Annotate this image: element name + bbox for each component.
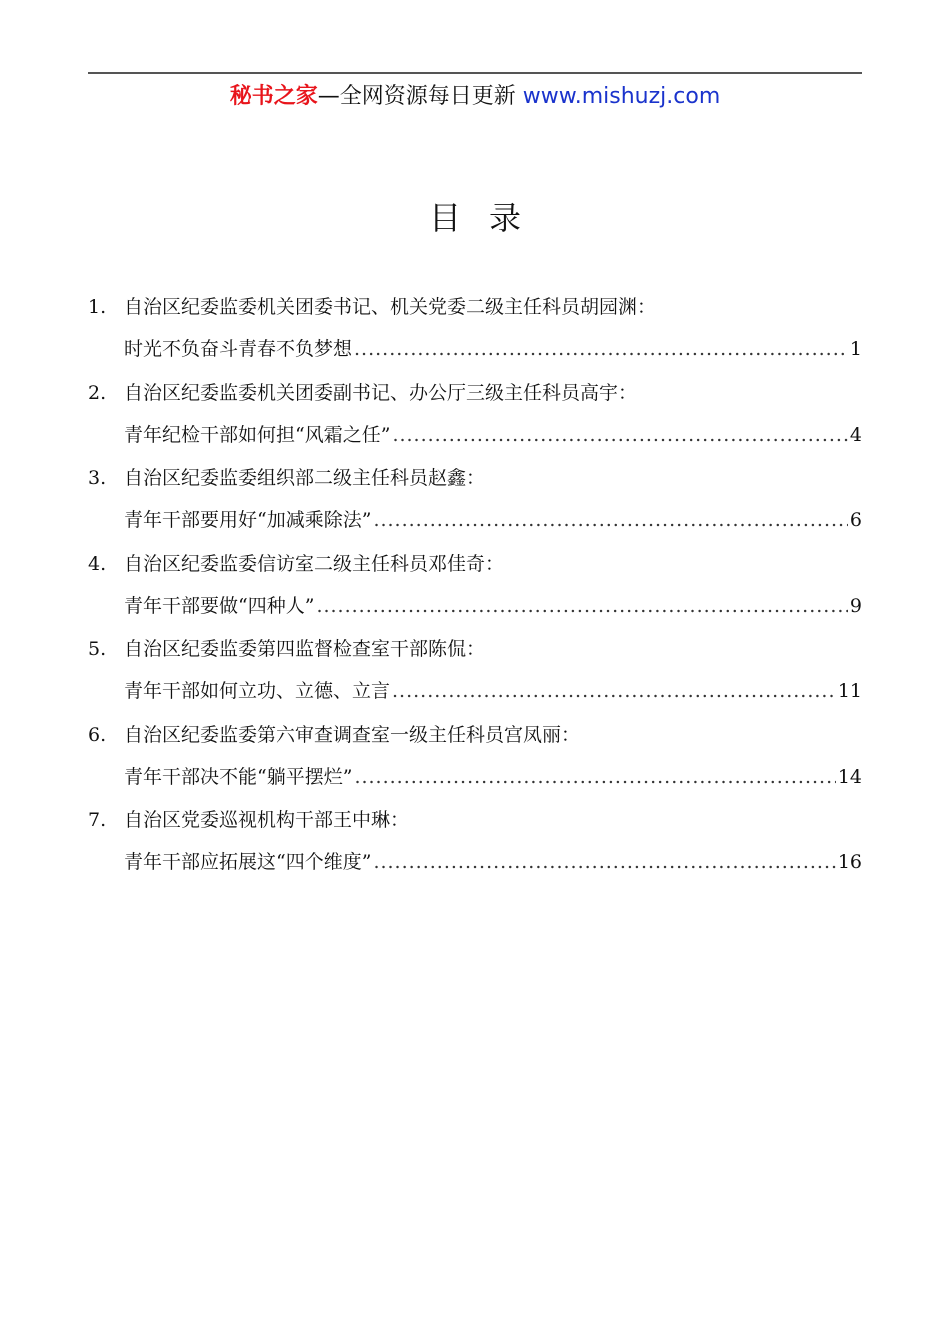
- entry-number: 5.: [88, 638, 107, 660]
- toc-title: 目录: [428, 199, 549, 237]
- entry-title: 青年干部决不能“躺平摆烂”: [124, 765, 353, 788]
- entry-page-number: 4: [849, 423, 862, 446]
- entry-page-number: 6: [849, 509, 862, 531]
- entry-title: 青年干部应拓展这“四个维度”: [124, 851, 372, 873]
- brand-tagline: —全网资源每日更新: [317, 84, 516, 109]
- entry-number: 6.: [88, 723, 107, 746]
- entry-author: 自治区纪委监委第四监督检查室干部陈侃：: [124, 638, 486, 660]
- entry-number: 3.: [88, 467, 107, 489]
- entry-author: 自治区纪委监委机关团委书记、机关党委二级主任科员胡园渊：: [124, 296, 657, 318]
- entry-page-number: 1: [849, 338, 862, 360]
- entry-author: 自治区纪委监委信访室二级主任科员邓佳奇：: [124, 552, 505, 575]
- entry-title: 时光不负奋斗青春不负梦想: [124, 338, 353, 360]
- entry-page-number: 16: [837, 851, 862, 873]
- dot-leader: [373, 841, 835, 883]
- table-of-contents: [88, 286, 862, 885]
- toc-entry[interactable]: [88, 543, 862, 629]
- toc-entry[interactable]: [88, 372, 862, 458]
- brand-name: 秘书之家: [229, 84, 318, 109]
- dot-leader: [354, 328, 848, 370]
- entry-page-number: 9: [849, 594, 862, 617]
- entry-number: 2.: [88, 381, 107, 404]
- entry-page-number: 14: [837, 765, 862, 788]
- site-url-link[interactable]: www.mishuzj.com: [522, 84, 721, 109]
- dot-leader: [316, 585, 847, 627]
- entry-author: 自治区纪委监委第六审查调查室一级主任科员宫凤丽：: [124, 723, 581, 746]
- dot-leader: [373, 499, 847, 541]
- entry-author: 自治区纪委监委机关团委副书记、办公厅三级主任科员高宇：: [124, 381, 638, 404]
- dot-leader: [392, 670, 836, 712]
- entry-author: 自治区纪委监委组织部二级主任科员赵鑫：: [124, 467, 486, 489]
- entry-number: 1.: [88, 296, 107, 318]
- entry-author: 自治区党委巡视机构干部王中琳：: [124, 809, 410, 831]
- toc-entry[interactable]: [88, 628, 862, 714]
- entry-title: 青年纪检干部如何担“风霜之任”: [124, 423, 391, 446]
- dot-leader: [392, 414, 847, 456]
- entry-page-number: 11: [837, 680, 862, 702]
- toc-entry[interactable]: [88, 286, 862, 372]
- entry-number: 7.: [88, 809, 107, 831]
- entry-title: 青年干部如何立功、立德、立言: [124, 680, 391, 702]
- entry-title: 青年干部要用好“加减乘除法”: [124, 509, 372, 531]
- entry-number: 4.: [88, 552, 107, 575]
- header-rule: [88, 72, 862, 74]
- dot-leader: [354, 756, 835, 798]
- toc-entry[interactable]: [88, 457, 862, 543]
- toc-entry[interactable]: [88, 799, 862, 885]
- toc-entry[interactable]: [88, 714, 862, 800]
- entry-title: 青年干部要做“四种人”: [124, 594, 315, 617]
- header-banner: [0, 82, 950, 112]
